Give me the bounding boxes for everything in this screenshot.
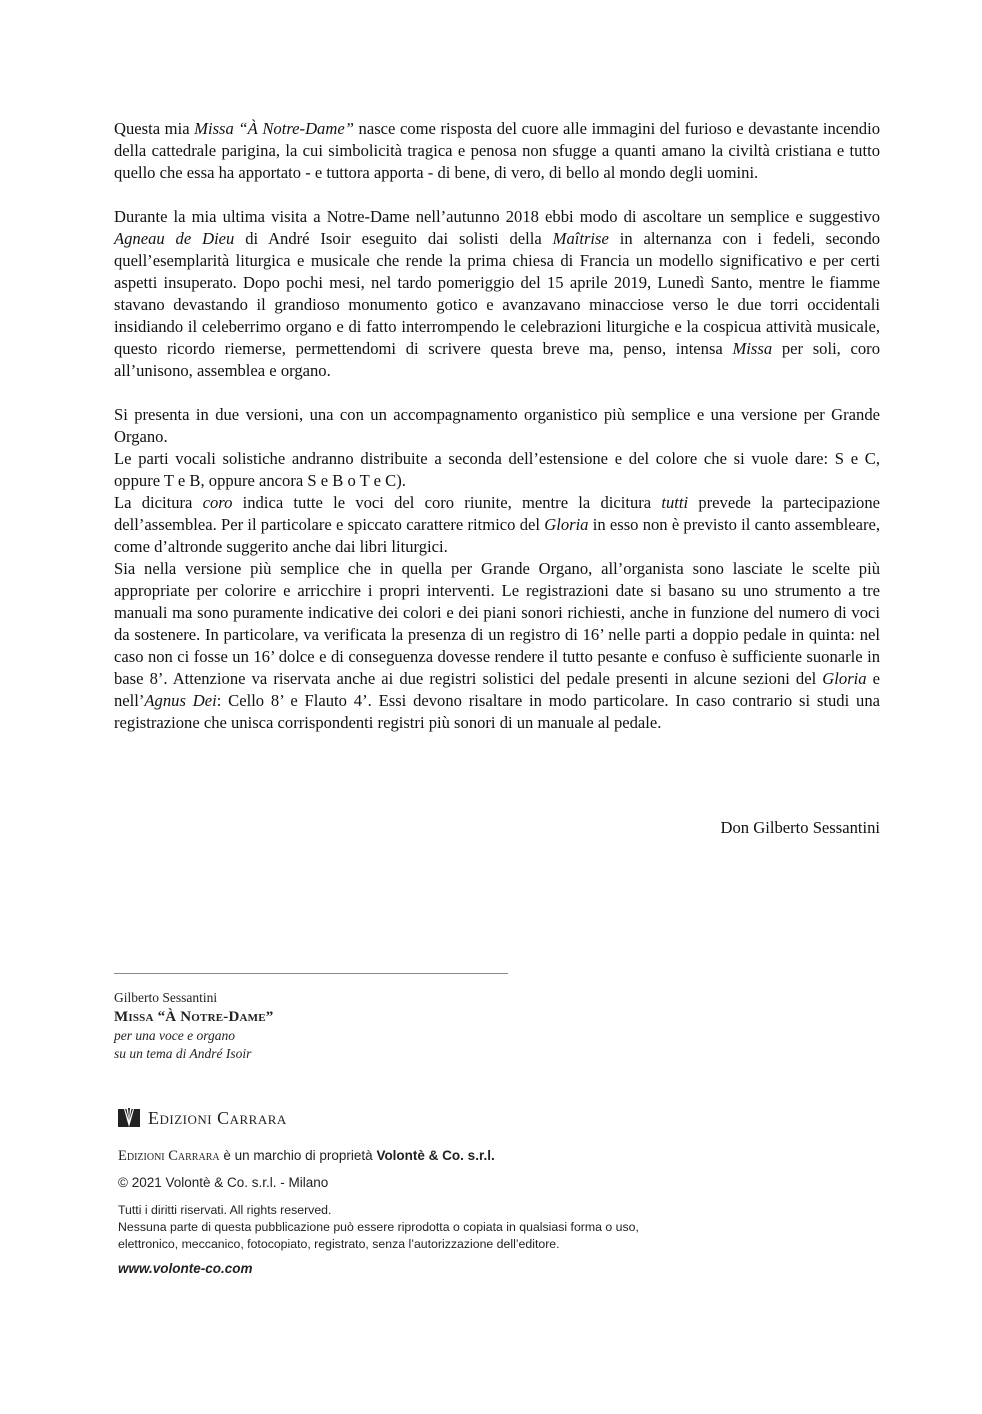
publisher-name: Edizioni Carrara [148, 1107, 287, 1128]
paragraph-versions: Si presenta in due versioni, una con un accompagnamento organistico più semplice e una versione per Grande Organo. [114, 405, 880, 446]
rights-notice: Tutti i diritti riservati. All rights reserved. Nessuna parte di questa pubblicazione può essere riprodotta o copiata in qualsiasi forma o uso, elettronico, meccanico, fotocopiato, registrato, senza l’autorizzazione dell’editore. [118, 1203, 639, 1251]
preface-text [114, 118, 880, 734]
divider [114, 973, 508, 974]
paragraph-origin: Durante la mia ultima visita a Notre-Dame nell’autunno 2018 ebbi modo di ascoltare un semplice e suggestivo Agneau de Dieu di André Isoir eseguito dai solisti della Maîtrise in alternanza con i fedeli, secondo quell’esemplarità liturgica e musicale che rende la prima chiesa di Francia un modello significativo e per certi aspetti insuperato. Dopo pochi mesi, nel tardo pomeriggio del 15 aprile 2019, Lunedì Santo, mentre le fiamme stavano devastando il grandioso monumento gotico e avanzavano minacciose verso le due torri occidentali insidiando il celeberrimo organo e di fatto interrompendo le celebrazioni liturgiche e la cospicua attività musicale, questo ricordo riemerse, permettendomi di scrivere questa breve ma, penso, intensa Missa per soli, coro all’unisono, assemblea e organo. [114, 207, 880, 380]
colophon-author: Gilberto Sessantini [114, 990, 218, 1005]
owner-name: Volontè & Co. s.r.l. [376, 1148, 495, 1163]
website-link[interactable]: www.volonte-co.com [118, 1261, 253, 1276]
paragraph-voices: Le parti vocali solistiche andranno distribuite a seconda dell’estensione e del colore che si vuole dare: S e C, oppure T e B, oppure ancora S e B o T e C). [114, 449, 880, 490]
book-pages-icon [118, 1107, 140, 1129]
colophon [114, 989, 273, 1063]
publisher-logo [118, 1107, 287, 1129]
paragraph-choir: La dicitura coro indica tutte le voci del coro riunite, mentre la dicitura tutti prevede la partecipazione dell’assemblea. Per il particolare e spiccato carattere ritmico del Gloria in esso non è previsto il canto assembleare, come d’altronde suggerito anche dai libri liturgici. [114, 493, 881, 556]
signature: Don Gilberto Sessantini [720, 818, 880, 837]
paragraph-intro: Questa mia Missa “À Notre-Dame” nasce come risposta del cuore alle immagini del furioso e devastante incendio della cattedrale parigina, la cui simbolicità tragica e penosa non sfugge a quanti amano la civiltà cristiana e tutto quello che essa ha apportato - e tuttora apporta - di bene, di vero, di bello al mondo degli uomini. [114, 119, 880, 182]
work-title: Missa “À Notre-Dame” [194, 119, 354, 138]
paragraph-organ: Sia nella versione più semplice che in quella per Grande Organo, all’organista sono lasciate le scelte più appropriate per colorire e arricchire i propri interventi. Le registrazioni date si basano su uno strumento a tre manuali ma sono puramente indicative dei colori e dei piani sonori richiesti, anche in funzione del numero di voci da sostenere. In particolare, va verificata la presenza di un registro di 16’ nelle parti a doppio pedale in quinta: nel caso non ci fosse un 16’ dolce e di conseguenza dovesse rendere il tutto pesante e confuso è sufficiente suonarle in base 8’. Attenzione va riservata anche ai due registri solistici del pedale presenti in alcune sezioni del Gloria e nell’Agnus Dei: Cello 8’ e Flauto 4’. Essi devono risaltare in modo particolare. In caso contrario si studi una registrazione che unisca corrispondenti registri più sonori di un manuale al pedale. [114, 559, 881, 732]
colophon-title: Missa “À Notre-Dame” [114, 1009, 274, 1025]
colophon-subtitle: per una voce e organo [114, 1028, 235, 1043]
colophon-subtitle-2: su un tema di André Isoir [114, 1046, 252, 1061]
trademark-line: Edizioni Carrara è un marchio di proprietà Volontè & Co. s.r.l. [118, 1148, 495, 1164]
copyright-line: © 2021 Volontè & Co. s.r.l. - Milano [118, 1175, 329, 1190]
